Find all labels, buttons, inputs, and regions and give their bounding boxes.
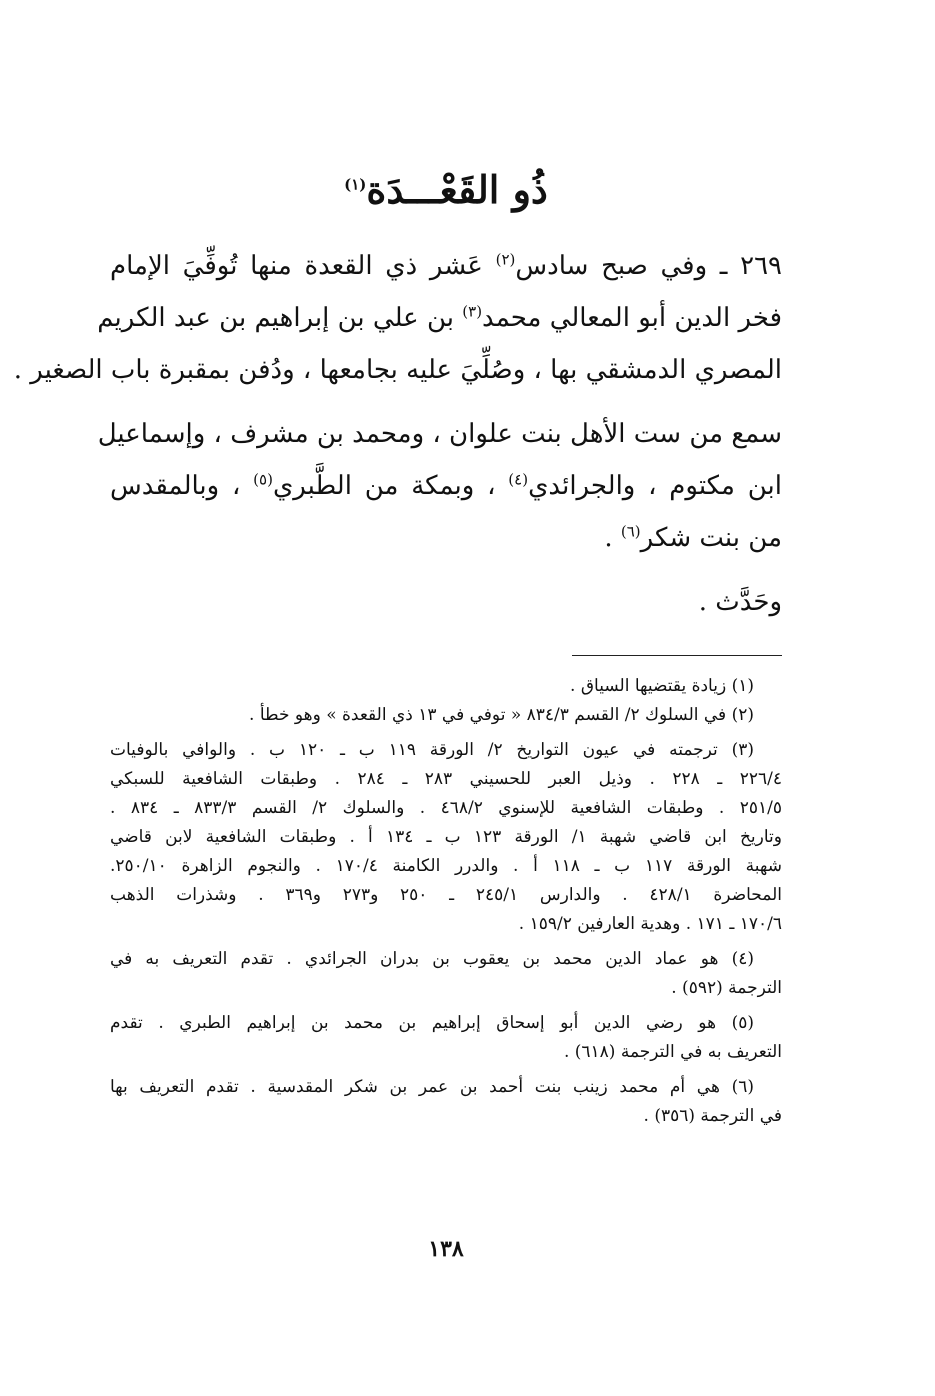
footnote-line: وتاريخ ابن قاضي شهبة ١/ الورقة ١٢٣ ب ـ ١٣٤ أ . وطبقات الشافعية لابن قاضي	[110, 827, 782, 847]
footnote-marker: (٤)	[508, 470, 529, 489]
footnote-line: (٦) هي أم محمد زينب بنت أحمد بن عمر بن شكر المقدسية . تقدم التعريف بها	[110, 1077, 754, 1097]
footnote-marker: (٣)	[462, 302, 483, 321]
footnote-line: ٢٥١/٥ . وطبقات الشافعية للإسنوي ٤٦٨/٢ . والسلوك ٢/ القسم ٨٣٣/٣ ـ ٨٣٤ .	[110, 798, 782, 818]
footnote-line: ٢٢٦/٤ ـ ٢٢٨ . وذيل العبر للحسيني ٢٨٣ ـ ٢٨٤ . وطبقات الشافعية للسبكي	[110, 769, 782, 789]
footnote-marker: (٦)	[620, 522, 641, 541]
entry-line: سمع من ست الأهل بنت علوان ، ومحمد بن مشرف ، وإسماعيل	[97, 419, 782, 449]
footnote-line: التعريف به في الترجمة (٦١٨) .	[563, 1042, 782, 1062]
entry-line: ٢٦٩ ـ وفي صبح سادس$^{(٢)}$ عَشر ذي القعدة منها تُوفِّيَ الإمام	[110, 250, 783, 281]
entry-line: المصري الدمشقي بها ، وصُلِّيَ عليه بجامعها ، ودُفن بمقبرة باب الصغير .	[13, 355, 782, 385]
chapter-heading	[110, 160, 782, 220]
page-number: ١٣٨	[428, 1236, 464, 1262]
footnote-marker: (١)	[344, 175, 367, 194]
footnote-separator	[572, 655, 782, 656]
footnote	[110, 672, 782, 701]
footnote-line: (٥) هو رضي الدين أبو إسحاق إبراهيم بن محمد بن إبراهيم الطبري . تقدم	[110, 1013, 754, 1033]
footnote-line: في الترجمة (٣٥٦) .	[643, 1106, 782, 1126]
footnote-line: ١٧٠/٦ ـ ١٧١ . وهدية العارفين ١٥٩/٢ .	[518, 914, 782, 934]
footnote-marker: (٢)	[495, 250, 516, 269]
footnote	[110, 1073, 782, 1131]
footnotes	[110, 672, 782, 1131]
footnote	[110, 701, 782, 730]
footnote-line: شهبة الورقة ١١٧ ب ـ ١١٨ أ . والدرر الكامنة ١٧٠/٤ . والنجوم الزاهرة ٢٥٠/١٠.	[110, 856, 782, 876]
entry-line: ابن مكتوم ، والجرائدي$^{(٤)}$ ، وبمكة من الطَّبري$^{(٥)}$ ، وبالمقدس	[110, 470, 782, 501]
entry-line: من بنت شكر$^{(٦)}$ .	[604, 522, 782, 553]
footnote	[110, 736, 782, 939]
footnote-line: (٣) ترجمته في عيون التواريخ ٢/ الورقة ١١٩ ب ـ ١٢٠ ب . والوافي بالوفيات	[110, 740, 755, 760]
footnote-line: المحاضرة ٤٢٨/١ . والدارس ٢٤٥/١ ـ ٢٥٠ و٢٧٣ و٣٦٩ . وشذرات الذهب	[110, 885, 783, 905]
footnote-line: الترجمة (٥٩٢) .	[671, 978, 782, 998]
footnote-line: (٢) في السلوك ٢/ القسم ٨٣٤/٣ « توفي في ١٣ ذي القعدة » وهو خطأ .	[249, 705, 754, 725]
footnote	[110, 1009, 782, 1067]
book-page	[13, 0, 783, 1396]
footnote	[110, 945, 782, 1003]
chapter-heading-text: ذُو القَعْـــدَة	[366, 167, 548, 212]
entry-line: فخر الدين أبو المعالي محمد$^{(٣)}$ بن علي بن إبراهيم بن عبد الكريم	[97, 302, 782, 333]
entry-line: وحَدَّث .	[698, 587, 782, 617]
footnote-line: (١) زيادة يقتضيها السياق .	[570, 676, 754, 696]
footnote-line: (٤) هو عماد الدين محمد بن يعقوب بن بدران الجرائدي . تقدم التعريف به في	[110, 949, 754, 969]
entry-text	[13, 240, 783, 628]
footnote-marker: (٥)	[253, 470, 273, 489]
